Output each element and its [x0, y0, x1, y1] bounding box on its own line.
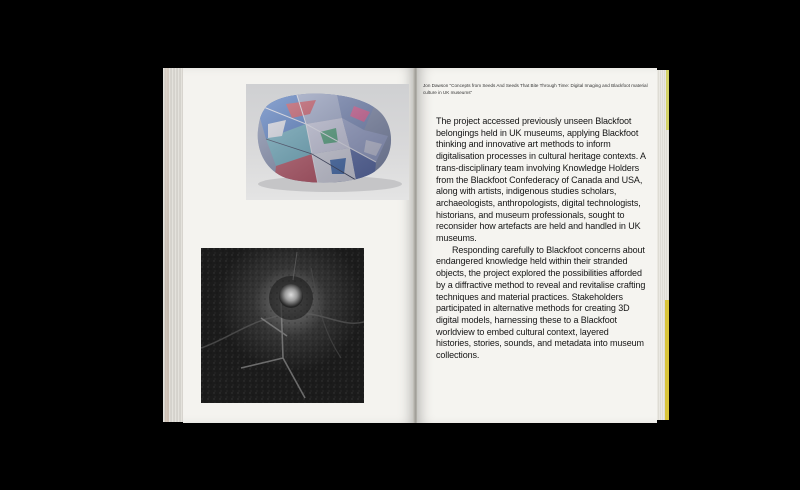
body-text: [436, 116, 646, 362]
photo-foil-wrapped-rock: [246, 84, 409, 200]
page-stack-right: [657, 70, 669, 420]
image-caption: Jon Dawson "Concepts from Seeds And Seeds That Bite Through Time: Digital Imaging and Blackfoot material culture in UK museums": [423, 83, 648, 95]
page-stack-left: [163, 68, 183, 422]
paragraph-1: The project accessed previously unseen Blackfoot belongings held in UK museums, applying Blackfoot thinking and innovative art methods to inform digitalisation processes in cultural heritage contexts. A trans-disciplinary team involving Knowledge Holders from the Blackfoot Confederacy of Canada and USA, along with artists, indigenous studies scholars, archaeologists, anthropologists, digital technologists, historians, and museum professionals, sought to reconsider how artefacts are held and handled in UK museums.: [436, 116, 646, 244]
photo-black-white-closeup: [201, 248, 364, 403]
paragraph-2: Responding carefully to Blackfoot concerns about endangered knowledge held within their stranded objects, the project explored the possibilities afforded by a diffractive method to reveal and revitalise crafting techniques and material practices. Stakeholders participated in alternative methods for creating 3D digital models, harnessing these to a Blackfoot worldview to embed cultural context, layered histories, stories, sounds, and metadata into museum collections.: [436, 244, 646, 361]
